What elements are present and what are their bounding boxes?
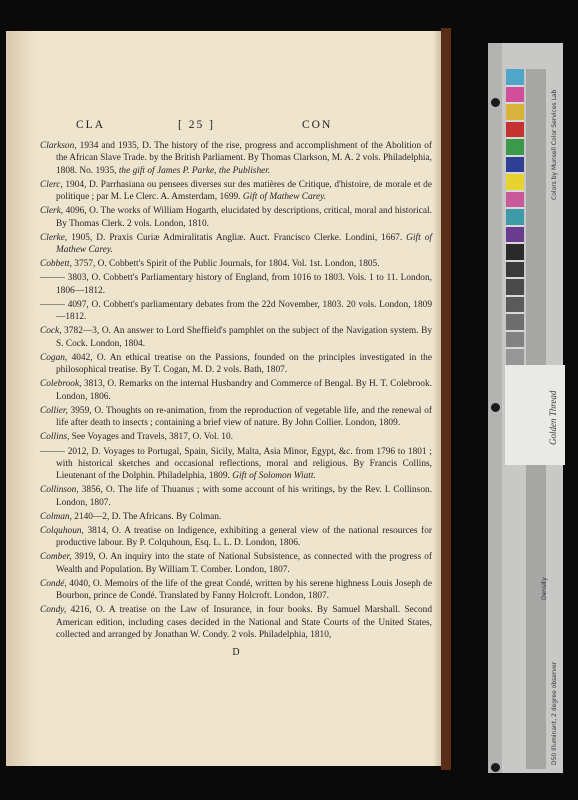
color-swatch	[506, 104, 524, 122]
entry-author: Collier,	[40, 405, 68, 416]
entry-text: 3919, O. An inquiry into the state of National Subsistence, as connected with the progress of Wealth and Population. By William T. Comber. London, 1807.	[56, 552, 432, 575]
catalogue-entry	[40, 205, 432, 230]
card-label-bottom: D50 Illuminant, 2 degree observer	[551, 661, 558, 765]
catalogue-entry	[40, 232, 432, 257]
catalogue-entry	[40, 431, 432, 443]
color-swatch	[506, 157, 524, 175]
page-gutter-shadow	[6, 31, 36, 766]
entry-author: Collinson,	[40, 485, 79, 496]
header-page-number: [ 25 ]	[178, 119, 215, 131]
card-hole-strip	[488, 43, 502, 773]
catalogue-entry	[40, 258, 432, 270]
card-hole	[491, 763, 500, 772]
color-swatch	[506, 139, 524, 157]
catalogue-entry	[40, 405, 432, 430]
entry-author: ———	[40, 299, 65, 310]
color-swatch	[506, 244, 524, 262]
entry-text: 4216, O. A treatise on the Law of Insurance, in four books. By Samuel Marshall. Second American edition, including cases decided in the National and State Courts of the United States, collected and arranged by Jonathan W. Condy. 2 vols. Philadelphia, 1810,	[56, 605, 432, 641]
entry-text: 4097, O. Cobbett's parliamentary debates from the 22d November, 1803. 20 vols. London, 1809—1812.	[56, 299, 432, 323]
catalogue-entry	[40, 484, 432, 509]
signature-mark: D	[232, 647, 240, 659]
color-swatch	[506, 192, 524, 210]
catalogue-entry	[40, 325, 432, 350]
catalogue-entry	[40, 299, 432, 324]
entry-author: Cogan,	[40, 352, 68, 363]
entry-author: Condé,	[40, 578, 67, 589]
catalogue-entry	[40, 578, 432, 603]
entry-gift-note: Gift of Solomon Wiatt.	[229, 471, 316, 482]
entry-text: 1905, D. Praxis Curiæ Admiralitatis Angliæ. Auct. Francisco Clerke. Londini, 1667.	[67, 232, 403, 243]
color-swatch	[506, 174, 524, 192]
catalogue-entry	[40, 446, 432, 483]
entry-text: 3757, O. Cobbett's Spirit of the Public Journals, for 1804. Vol. 1st. London, 1805.	[71, 259, 380, 270]
entry-author: Clarkson,	[40, 141, 77, 151]
entry-text: 3959, O. Thoughts on re-animation, from the reproduction of vegetable life, and the renewal of life after death to insects ; containing a brief view of nature. By John Collier. London, 1809.	[56, 405, 432, 429]
color-swatch	[506, 297, 524, 315]
entry-author: ———	[40, 273, 65, 284]
catalogue-entry	[40, 378, 432, 403]
entry-text: 1934 and 1935, D. The history of the rise, progress and accomplishment of the Abolition of the African Slave Trade. by the British Parliament. By Thomas Clarkson, M. A. 2 vols. Philadelphia, 1808. No. 1935,	[56, 141, 432, 176]
color-swatch	[506, 227, 524, 245]
catalogue-entry	[40, 352, 432, 377]
card-hole	[491, 98, 500, 107]
entry-author: Cobbett,	[40, 259, 72, 270]
entry-text: 3782—3, O. An answer to Lord Sheffield's pamphlet on the subject of the Navigation system. By S. Cock. London, 1804.	[56, 326, 432, 349]
entry-author: Collins,	[40, 432, 70, 443]
header-right: CON	[302, 119, 333, 131]
running-header	[6, 119, 443, 135]
book-leaf-edge	[441, 28, 451, 770]
entry-author: Clerc,	[40, 179, 63, 190]
entry-text: 4040, O. Memoirs of the life of the great Condé, written by his serene highness Louis Joseph de Bourbon, prince de Condé. Translated by Fanny Holcroft. London, 1807.	[56, 578, 432, 602]
color-swatch	[506, 279, 524, 297]
entry-author: Cock,	[40, 326, 62, 337]
entry-author: Colman,	[40, 511, 72, 522]
color-swatch	[506, 262, 524, 280]
color-swatch	[506, 87, 524, 105]
entry-text: 3803, O. Cobbett's Parliamentary history of England, from 1016 to 1803. Vols. 1 to 11. London, 1806—1812.	[56, 273, 432, 296]
card-label-top: Colors by Munsell Color Services Lab	[551, 89, 558, 200]
card-density-label: Density	[541, 577, 548, 600]
catalogue-entry	[40, 140, 432, 177]
entry-author: Condy,	[40, 605, 67, 616]
header-left: CLA	[76, 119, 105, 131]
color-swatch	[506, 69, 524, 87]
entry-author: ———	[40, 446, 65, 457]
catalogue-entry	[40, 511, 432, 523]
entry-gift-note: Gift of Mathew Carey.	[56, 232, 432, 256]
catalogue-entry	[40, 179, 432, 204]
catalogue-entry	[40, 272, 432, 297]
entry-text: See Voyages and Travels, 3817, O. Vol. 10.	[69, 432, 233, 443]
entry-author: Colquhoun,	[40, 525, 84, 536]
color-swatch	[506, 332, 524, 350]
book-page	[6, 31, 443, 766]
catalogue-entry	[40, 551, 432, 576]
entry-text: 4042, O. An ethical treatise on the Passions, founded on the principles investigated in the philosophical treatise. By T. Cogan, M. D. 2 vols. Bath, 1807.	[56, 352, 432, 376]
entry-author: Colebrook,	[40, 379, 82, 390]
entry-gift-note: the gift of James P. Parke, the Publisher.	[116, 165, 271, 176]
entry-text: 2012, D. Voyages to Portugal, Spain, Sicily, Malta, Asia Minor, Egypt, &c. from 1796 to 1801 ; with historical sketches and occasional reflections, moral and religious. By Francis Collins, Lieutenant of the Dolphin. Philadelphia, 1809.	[56, 446, 432, 482]
catalogue-entries	[40, 140, 432, 660]
entry-text: 4096, O. The works of William Hogarth, elucidated by descriptions, critical, moral and historical. By Thomas Clerk. 2 vols. London, 1810.	[56, 206, 432, 229]
entry-author: Clerk,	[40, 206, 64, 217]
catalogue-entry	[40, 604, 432, 641]
entry-text: 3814, O. A treatise on Indigence, exhibiting a general view of the national resources for productive labour. By P. Colquhoun, Esq. L. L. D. London, 1806.	[56, 525, 432, 549]
color-swatch	[506, 349, 524, 367]
golden-thread-label: Golden Thread	[548, 390, 558, 445]
entry-author: Comber,	[40, 552, 72, 563]
card-hole	[491, 403, 500, 412]
entry-text: 3813, O. Remarks on the internal Husbandry and Commerce of Bengal. By H. T. Colebrook. London, 1806.	[56, 379, 432, 402]
entry-text: 3856, O. The life of Thuanus ; with some account of his writings, by the Rev. I. Collinson. London, 1807.	[56, 485, 432, 508]
entry-gift-note: Gift of Mathew Carey.	[240, 192, 327, 203]
entry-text: 2140—2, D. The Africans. By Colman.	[71, 511, 222, 522]
entry-text: 1904, D. Parrhasiana ou pensees diverses sur des matières de Critique, d'histoire, de morale et de politique ; par M. Le Clerc. A. Amsterdam, 1699.	[56, 179, 432, 203]
color-swatch	[506, 209, 524, 227]
entry-author: Clerke,	[40, 232, 68, 243]
color-swatch	[506, 122, 524, 140]
catalogue-entry	[40, 525, 432, 550]
color-swatch	[506, 314, 524, 332]
